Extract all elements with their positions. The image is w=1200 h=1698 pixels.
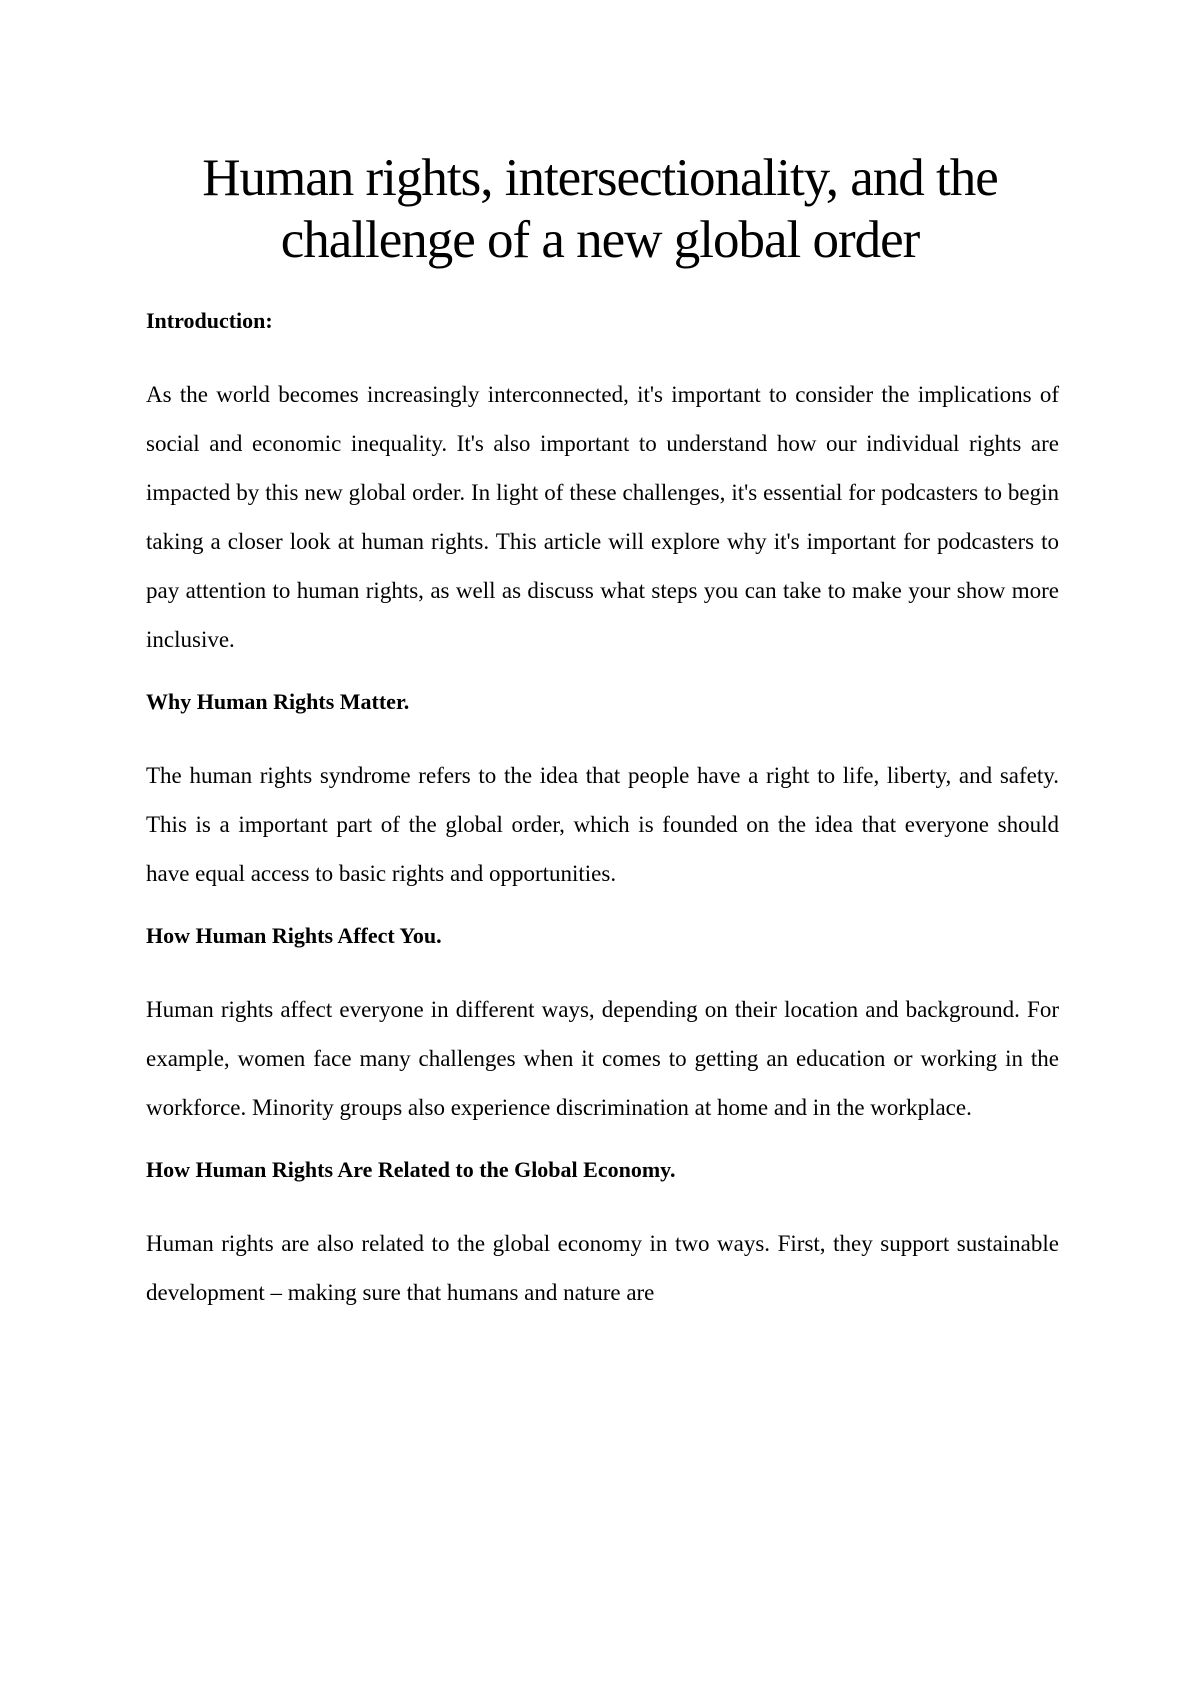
section-why-human-rights-matter: [146, 687, 1059, 898]
document-title: [120, 147, 1080, 271]
section-heading: How Human Rights Affect You.: [146, 923, 442, 948]
title-line-2: challenge of a new global order: [280, 211, 920, 269]
section-heading: Why Human Rights Matter.: [146, 689, 410, 714]
section-paragraph: As the world becomes increasingly interconnected, it's important to consider the implications of social and economic inequality. It's also important to understand how our individual rights are impacted by this new global order. In light of these challenges, it's essential for podcasters to begin taking a closer look at human rights. This article will explore why it's important for podcasters to pay attention to human rights, as well as discuss what steps you can take to make your show more inclusive.: [146, 382, 1059, 652]
section-paragraph: Human rights are also related to the global economy in two ways. First, they support sustainable development – making sure that humans and nature are: [146, 1231, 1059, 1305]
section-introduction: [146, 306, 1059, 664]
section-global-economy: [146, 1155, 1059, 1317]
section-paragraph: Human rights affect everyone in different ways, depending on their location and background. For example, women face many challenges when it comes to getting an education or working in the workforce. Minority groups also experience discrimination at home and in the workplace.: [146, 997, 1059, 1120]
document-body: [146, 306, 1059, 1317]
section-how-human-rights-affect-you: [146, 921, 1059, 1132]
section-heading: Introduction:: [146, 308, 273, 333]
title-line-1: Human rights, intersectionality, and the: [202, 149, 998, 207]
section-heading: How Human Rights Are Related to the Global Economy.: [146, 1157, 676, 1182]
section-paragraph: The human rights syndrome refers to the idea that people have a right to life, liberty, and safety. This is a important part of the global order, which is founded on the idea that everyone should have equal access to basic rights and opportunities.: [146, 763, 1059, 886]
